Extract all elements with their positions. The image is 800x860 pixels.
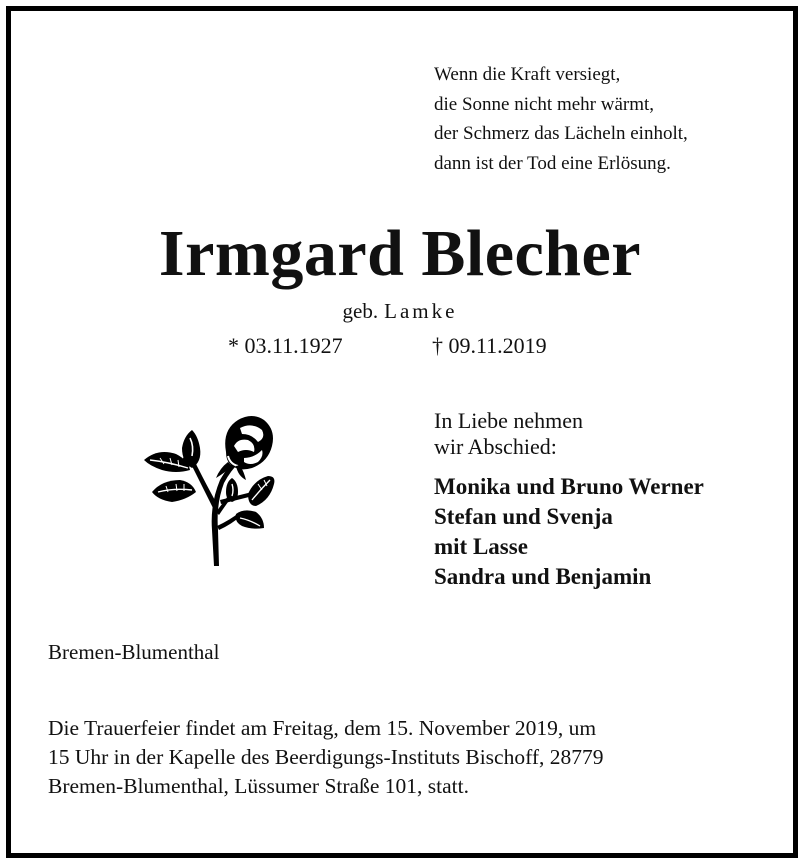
birth-date: * 03.11.1927: [228, 333, 343, 358]
farewell-line: wir Abschied:: [434, 434, 557, 459]
farewell-line: In Liebe nehmen: [434, 408, 584, 433]
ceremony-line: 15 Uhr in der Kapelle des Beerdigungs-Instituts Bischoff, 28779: [48, 745, 604, 769]
ceremony-info: [48, 714, 604, 801]
poem: [434, 60, 688, 178]
deceased-name: Irmgard Blecher: [158, 217, 642, 290]
farewell-text: [434, 408, 583, 460]
poem-line: Wenn die Kraft versiegt,: [434, 64, 621, 85]
maiden-name: Lamke: [384, 299, 458, 323]
ceremony-line: Die Trauerfeier findet am Freitag, dem 15. November 2019, um: [48, 716, 597, 740]
rose-icon: [140, 408, 280, 568]
maiden-name-line: [0, 298, 800, 324]
mourner-line: Sandra und Benjamin: [434, 564, 652, 589]
poem-line: dann ist der Tod eine Erlösung.: [434, 152, 671, 174]
mourner-line: Monika und Bruno Werner: [434, 474, 704, 499]
maiden-prefix: geb.: [342, 299, 379, 323]
death-date: † 09.11.2019: [432, 333, 547, 358]
poem-line: der Schmerz das Lächeln einholt,: [434, 123, 688, 144]
mourners-list: [434, 472, 704, 592]
location: Bremen-Blumenthal: [48, 640, 220, 664]
ceremony-line: Bremen-Blumenthal, Lüssumer Straße 101, statt.: [48, 774, 469, 798]
mourner-line: Stefan und Svenja: [434, 504, 613, 529]
poem-line: die Sonne nicht mehr wärmt,: [434, 93, 655, 115]
mourner-line: mit Lasse: [434, 534, 528, 559]
